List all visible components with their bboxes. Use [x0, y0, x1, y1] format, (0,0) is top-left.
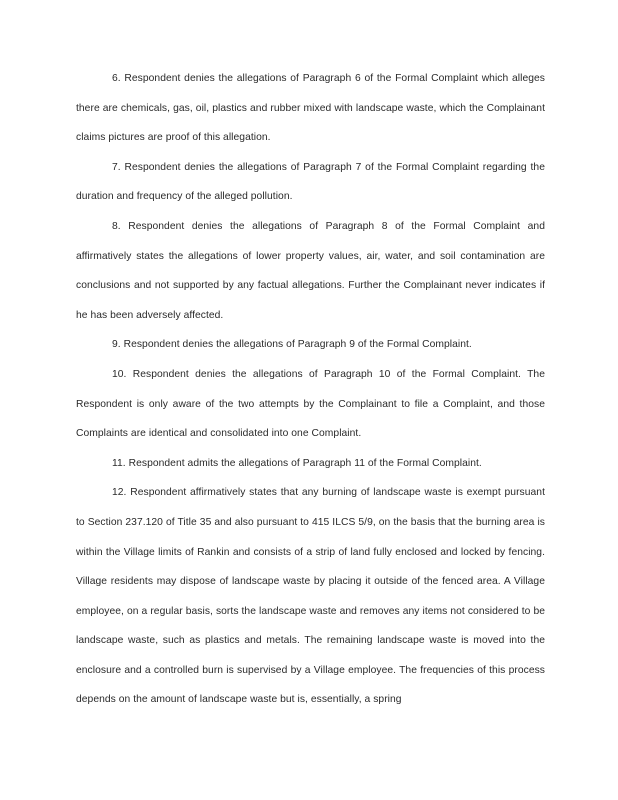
paragraph-10: 10. Respondent denies the allegations of Paragraph 10 of the Formal Complaint. The Respondent is only aware of the two attempts by the Complainant to file a Complaint, and those Complaints are identical and consolidated into one Complaint. [76, 368, 545, 440]
paragraph-7: 7. Respondent denies the allegations of Paragraph 7 of the Formal Complaint regarding the duration and frequency of the alleged pollution. [76, 161, 545, 203]
paragraph-6: 6. Respondent denies the allegations of Paragraph 6 of the Formal Complaint which alleges there are chemicals, gas, oil, plastics and rubber mixed with landscape waste, which the Complainant claims pictures are proof of this allegation. [76, 73, 545, 144]
paragraph-12: 12. Respondent affirmatively states that any burning of landscape waste is exempt pursuant to Section 237.120 of Title 35 and also pursuant to 415 ILCS 5/9, on the basis that the burning area is within the Village limits of Rankin and consists of a strip of land fully enclosed and locked by fencing. Village residents may dispose of landscape waste by placing it outside of the fenced area. A Village employee, on a regular basis, sorts the landscape waste and removes any items not considered to be landscape waste, such as plastics and metals. The remaining landscape waste is moved into the enclosure and a controlled burn is supervised by a Village employee. The frequencies of this process depends on the amount of landscape waste but is, essentially, a spring [76, 487, 545, 706]
document-body [76, 64, 545, 715]
paragraph-9: 9. Respondent denies the allegations of Paragraph 9 of the Formal Complaint. [112, 339, 472, 351]
paragraph-11: 11. Respondent admits the allegations of Paragraph 11 of the Formal Complaint. [112, 457, 482, 469]
paragraph-8: 8. Respondent denies the allegations of Paragraph 8 of the Formal Complaint and affirmatively states the allegations of lower property values, air, water, and soil contamination are conclusions and not supported by any factual allegations. Further the Complainant never indicates if he has been adversely affected. [76, 220, 545, 321]
